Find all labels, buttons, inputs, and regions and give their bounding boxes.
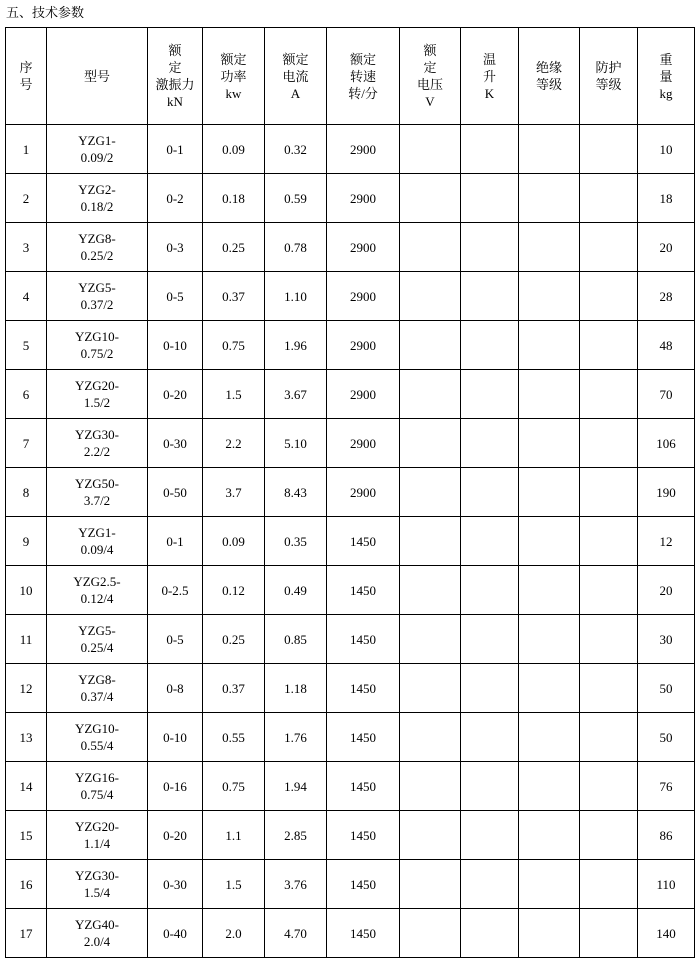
cell-force: 0-2.5: [148, 566, 203, 615]
cell-index: 12: [6, 664, 47, 713]
cell-protection: [580, 370, 638, 419]
column-header-temp-rise: 温 升 K: [461, 28, 519, 125]
cell-weight: 28: [638, 272, 695, 321]
cell-protection: [580, 223, 638, 272]
cell-power: 1.1: [203, 811, 265, 860]
cell-index: 2: [6, 174, 47, 223]
column-header-current: 额定 电流 A: [265, 28, 327, 125]
cell-weight: 140: [638, 909, 695, 958]
cell-model: [47, 125, 148, 174]
cell-voltage: [400, 762, 461, 811]
table-row: [6, 125, 695, 174]
cell-current: 0.35: [265, 517, 327, 566]
cell-weight: 20: [638, 223, 695, 272]
cell-index: 8: [6, 468, 47, 517]
cell-speed: 2900: [327, 370, 400, 419]
cell-insulation: [519, 321, 580, 370]
cell-temp-rise: [461, 860, 519, 909]
cell-weight: 20: [638, 566, 695, 615]
table-row: [6, 223, 695, 272]
cell-protection: [580, 909, 638, 958]
cell-force: 0-1: [148, 517, 203, 566]
cell-insulation: [519, 860, 580, 909]
cell-force: 0-5: [148, 272, 203, 321]
cell-temp-rise: [461, 321, 519, 370]
cell-weight: 12: [638, 517, 695, 566]
model-line-2: 0.18/2: [80, 199, 114, 214]
cell-power: 0.37: [203, 272, 265, 321]
cell-protection: [580, 566, 638, 615]
cell-weight: 50: [638, 713, 695, 762]
cell-index: 5: [6, 321, 47, 370]
cell-insulation: [519, 517, 580, 566]
model-line-1: YZG8-: [78, 672, 116, 687]
cell-current: 8.43: [265, 468, 327, 517]
cell-temp-rise: [461, 223, 519, 272]
cell-temp-rise: [461, 370, 519, 419]
cell-power: 1.5: [203, 860, 265, 909]
cell-insulation: [519, 125, 580, 174]
cell-index: 10: [6, 566, 47, 615]
cell-index: 17: [6, 909, 47, 958]
cell-current: 1.76: [265, 713, 327, 762]
model-line-2: 0.75/4: [80, 787, 114, 802]
page-title: 五、技术参数: [6, 5, 85, 20]
cell-current: 4.70: [265, 909, 327, 958]
cell-protection: [580, 321, 638, 370]
cell-weight: 190: [638, 468, 695, 517]
cell-force: 0-30: [148, 860, 203, 909]
cell-voltage: [400, 272, 461, 321]
cell-model: [47, 713, 148, 762]
cell-model: [47, 566, 148, 615]
table-row: [6, 615, 695, 664]
model-line-1: YZG1-: [78, 133, 116, 148]
table-row: [6, 370, 695, 419]
cell-current: 1.96: [265, 321, 327, 370]
cell-power: 0.37: [203, 664, 265, 713]
cell-model: [47, 811, 148, 860]
cell-current: 1.10: [265, 272, 327, 321]
cell-index: 14: [6, 762, 47, 811]
cell-voltage: [400, 664, 461, 713]
model-line-1: YZG40-: [74, 917, 120, 932]
cell-index: 6: [6, 370, 47, 419]
table-row: [6, 419, 695, 468]
cell-voltage: [400, 174, 461, 223]
cell-power: 1.5: [203, 370, 265, 419]
cell-model: [47, 517, 148, 566]
cell-model: [47, 321, 148, 370]
cell-speed: 1450: [327, 811, 400, 860]
cell-current: 3.67: [265, 370, 327, 419]
model-line-2: 2.0/4: [83, 934, 111, 949]
model-line-2: 0.12/4: [80, 591, 114, 606]
table-row: [6, 272, 695, 321]
model-line-2: 0.09/2: [80, 150, 114, 165]
cell-force: 0-20: [148, 370, 203, 419]
cell-power: 0.09: [203, 517, 265, 566]
cell-force: 0-40: [148, 909, 203, 958]
model-line-2: 1.5/2: [83, 395, 111, 410]
cell-speed: 2900: [327, 272, 400, 321]
cell-weight: 70: [638, 370, 695, 419]
cell-force: 0-16: [148, 762, 203, 811]
cell-protection: [580, 762, 638, 811]
column-header-weight: 重 量 kg: [638, 28, 695, 125]
cell-model: [47, 860, 148, 909]
table-row: [6, 909, 695, 958]
cell-voltage: [400, 321, 461, 370]
cell-speed: 1450: [327, 664, 400, 713]
column-header-model: 型号: [47, 28, 148, 125]
cell-voltage: [400, 223, 461, 272]
cell-protection: [580, 125, 638, 174]
table-row: [6, 566, 695, 615]
cell-protection: [580, 174, 638, 223]
table-row: [6, 860, 695, 909]
model-line-1: YZG30-: [74, 427, 120, 442]
cell-current: 0.32: [265, 125, 327, 174]
cell-force: 0-5: [148, 615, 203, 664]
cell-speed: 2900: [327, 468, 400, 517]
cell-index: 9: [6, 517, 47, 566]
cell-power: 0.55: [203, 713, 265, 762]
cell-insulation: [519, 468, 580, 517]
model-line-2: 0.09/4: [80, 542, 114, 557]
cell-weight: 10: [638, 125, 695, 174]
cell-index: 15: [6, 811, 47, 860]
table-row: [6, 174, 695, 223]
cell-weight: 50: [638, 664, 695, 713]
model-line-1: YZG10-: [74, 721, 120, 736]
cell-force: 0-50: [148, 468, 203, 517]
cell-power: 0.75: [203, 321, 265, 370]
table-row: [6, 321, 695, 370]
cell-insulation: [519, 713, 580, 762]
cell-weight: 76: [638, 762, 695, 811]
cell-power: 0.25: [203, 615, 265, 664]
cell-current: 0.78: [265, 223, 327, 272]
table-row: [6, 811, 695, 860]
model-line-2: 2.2/2: [83, 444, 111, 459]
cell-protection: [580, 468, 638, 517]
cell-speed: 2900: [327, 419, 400, 468]
cell-power: 2.2: [203, 419, 265, 468]
cell-power: 0.09: [203, 125, 265, 174]
cell-speed: 1450: [327, 762, 400, 811]
cell-temp-rise: [461, 615, 519, 664]
model-line-1: YZG20-: [74, 819, 120, 834]
cell-insulation: [519, 370, 580, 419]
table-body: [6, 125, 695, 958]
model-line-1: YZG16-: [74, 770, 120, 785]
cell-voltage: [400, 419, 461, 468]
model-line-1: YZG5-: [78, 280, 116, 295]
cell-model: [47, 223, 148, 272]
cell-current: 0.85: [265, 615, 327, 664]
model-line-1: YZG10-: [74, 329, 120, 344]
cell-insulation: [519, 615, 580, 664]
cell-temp-rise: [461, 517, 519, 566]
cell-force: 0-1: [148, 125, 203, 174]
column-header-speed: 额定 转速 转/分: [327, 28, 400, 125]
table-row: [6, 762, 695, 811]
cell-force: 0-30: [148, 419, 203, 468]
cell-power: 2.0: [203, 909, 265, 958]
cell-model: [47, 370, 148, 419]
cell-index: 13: [6, 713, 47, 762]
cell-model: [47, 174, 148, 223]
cell-model: [47, 909, 148, 958]
cell-index: 7: [6, 419, 47, 468]
cell-protection: [580, 272, 638, 321]
cell-voltage: [400, 370, 461, 419]
column-header-voltage: 额 定 电压 V: [400, 28, 461, 125]
cell-current: 0.59: [265, 174, 327, 223]
cell-protection: [580, 615, 638, 664]
model-line-2: 0.37/2: [80, 297, 114, 312]
model-line-2: 3.7/2: [83, 493, 111, 508]
cell-power: 0.12: [203, 566, 265, 615]
table-row: [6, 468, 695, 517]
cell-force: 0-10: [148, 713, 203, 762]
cell-current: 3.76: [265, 860, 327, 909]
cell-model: [47, 664, 148, 713]
model-line-1: YZG2-: [78, 182, 116, 197]
cell-temp-rise: [461, 664, 519, 713]
cell-weight: 48: [638, 321, 695, 370]
cell-weight: 30: [638, 615, 695, 664]
cell-index: 16: [6, 860, 47, 909]
model-line-1: YZG2.5-: [73, 574, 121, 589]
cell-current: 1.18: [265, 664, 327, 713]
cell-voltage: [400, 811, 461, 860]
cell-model: [47, 762, 148, 811]
cell-voltage: [400, 615, 461, 664]
model-line-2: 1.1/4: [83, 836, 111, 851]
model-line-2: 0.75/2: [80, 346, 114, 361]
column-header-protection: 防护 等级: [580, 28, 638, 125]
cell-voltage: [400, 468, 461, 517]
cell-force: 0-10: [148, 321, 203, 370]
column-header-power: 额定 功率 kw: [203, 28, 265, 125]
cell-voltage: [400, 860, 461, 909]
cell-protection: [580, 860, 638, 909]
cell-temp-rise: [461, 566, 519, 615]
cell-temp-rise: [461, 125, 519, 174]
cell-power: 0.25: [203, 223, 265, 272]
cell-temp-rise: [461, 713, 519, 762]
cell-speed: 1450: [327, 909, 400, 958]
cell-weight: 106: [638, 419, 695, 468]
cell-speed: 1450: [327, 517, 400, 566]
cell-current: 1.94: [265, 762, 327, 811]
cell-power: 0.75: [203, 762, 265, 811]
cell-protection: [580, 713, 638, 762]
cell-temp-rise: [461, 762, 519, 811]
cell-force: 0-2: [148, 174, 203, 223]
cell-insulation: [519, 419, 580, 468]
cell-temp-rise: [461, 811, 519, 860]
cell-power: 0.18: [203, 174, 265, 223]
cell-voltage: [400, 713, 461, 762]
column-header-index: 序 号: [6, 28, 47, 125]
cell-model: [47, 615, 148, 664]
cell-speed: 1450: [327, 615, 400, 664]
cell-model: [47, 468, 148, 517]
cell-index: 1: [6, 125, 47, 174]
model-line-2: 0.25/4: [80, 640, 114, 655]
cell-current: 0.49: [265, 566, 327, 615]
column-header-insulation: 绝缘 等级: [519, 28, 580, 125]
cell-speed: 2900: [327, 321, 400, 370]
cell-speed: 2900: [327, 174, 400, 223]
cell-insulation: [519, 174, 580, 223]
cell-current: 2.85: [265, 811, 327, 860]
cell-index: 4: [6, 272, 47, 321]
cell-index: 11: [6, 615, 47, 664]
model-line-2: 0.55/4: [80, 738, 114, 753]
cell-current: 5.10: [265, 419, 327, 468]
cell-index: 3: [6, 223, 47, 272]
cell-weight: 110: [638, 860, 695, 909]
cell-temp-rise: [461, 174, 519, 223]
technical-parameters-table: [5, 27, 695, 958]
cell-voltage: [400, 566, 461, 615]
cell-speed: 1450: [327, 566, 400, 615]
cell-insulation: [519, 566, 580, 615]
model-line-2: 0.37/4: [80, 689, 114, 704]
column-header-force: 额 定 激振力 kN: [148, 28, 203, 125]
cell-protection: [580, 664, 638, 713]
model-line-2: 0.25/2: [80, 248, 114, 263]
cell-temp-rise: [461, 272, 519, 321]
cell-protection: [580, 517, 638, 566]
cell-model: [47, 272, 148, 321]
cell-force: 0-3: [148, 223, 203, 272]
table-row: [6, 664, 695, 713]
cell-model: [47, 419, 148, 468]
cell-protection: [580, 419, 638, 468]
cell-protection: [580, 811, 638, 860]
cell-voltage: [400, 125, 461, 174]
cell-insulation: [519, 664, 580, 713]
cell-insulation: [519, 272, 580, 321]
cell-insulation: [519, 762, 580, 811]
model-line-1: YZG50-: [74, 476, 120, 491]
cell-voltage: [400, 909, 461, 958]
model-line-1: YZG30-: [74, 868, 120, 883]
cell-speed: 2900: [327, 223, 400, 272]
table-row: [6, 517, 695, 566]
cell-temp-rise: [461, 909, 519, 958]
table-header: [6, 28, 695, 125]
table-row: [6, 713, 695, 762]
cell-speed: 1450: [327, 860, 400, 909]
cell-power: 3.7: [203, 468, 265, 517]
cell-weight: 86: [638, 811, 695, 860]
cell-insulation: [519, 811, 580, 860]
cell-temp-rise: [461, 468, 519, 517]
model-line-1: YZG5-: [78, 623, 116, 638]
cell-weight: 18: [638, 174, 695, 223]
model-line-1: YZG1-: [78, 525, 116, 540]
cell-speed: 1450: [327, 713, 400, 762]
cell-voltage: [400, 517, 461, 566]
cell-insulation: [519, 909, 580, 958]
cell-force: 0-8: [148, 664, 203, 713]
model-line-1: YZG8-: [78, 231, 116, 246]
cell-temp-rise: [461, 419, 519, 468]
model-line-2: 1.5/4: [83, 885, 111, 900]
table-header-row: [6, 28, 695, 125]
cell-force: 0-20: [148, 811, 203, 860]
model-line-1: YZG20-: [74, 378, 120, 393]
cell-speed: 2900: [327, 125, 400, 174]
cell-insulation: [519, 223, 580, 272]
